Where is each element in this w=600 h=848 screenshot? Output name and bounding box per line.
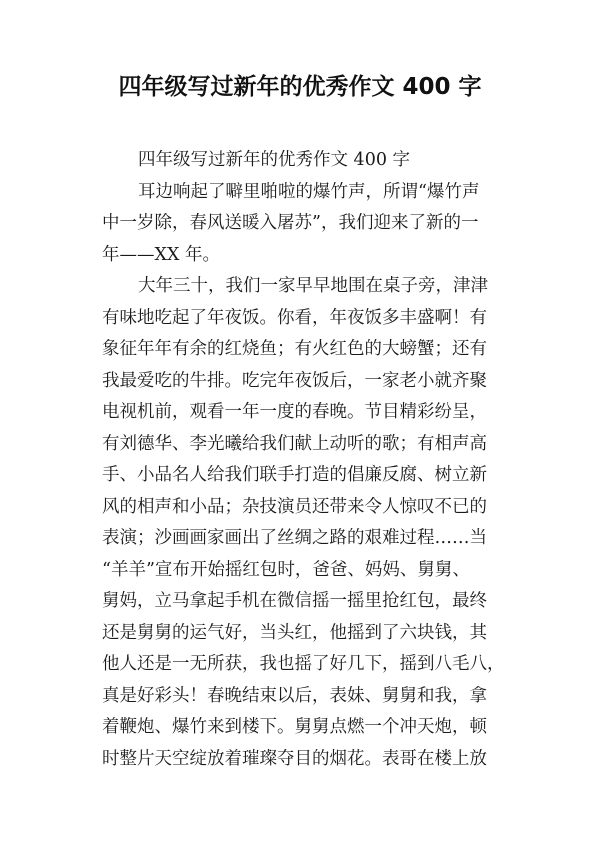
body-line: “羊羊”宣布开始摇红包时，爸爸、妈妈、舅舅、	[102, 559, 470, 580]
body-line: 电视机前，观看一年一度的春晚。节目精彩纷呈，	[102, 402, 487, 422]
body-line: 有刘德华、李光曦给我们献上动听的歌；有相声高	[102, 433, 487, 454]
body-line: 真是好彩头！春晚结束以后，表妹、舅舅和我，拿	[102, 685, 487, 706]
body-line: 时整片天空绽放着璀璨夺目的烟花。表哥在楼上放	[102, 748, 487, 769]
document-body	[102, 145, 505, 775]
body-line: 他人还是一无所获，我也摇了好几下，摇到八毛八，	[102, 654, 505, 674]
document-title: 四年级写过新年的优秀作文 400 字	[118, 74, 482, 100]
body-line: 风的相声和小品；杂技演员还带来令人惊叹不已的	[102, 496, 487, 517]
body-line: 大年三十，我们一家早早地围在桌子旁，津津	[138, 276, 488, 296]
body-line: 还是舅舅的运气好，当头红，他摇到了六块钱，其	[102, 622, 487, 643]
body-line: 象征年年有余的红烧鱼；有火红色的大螃蟹；还有	[102, 339, 487, 359]
body-line: 我最爱吃的牛排。吃完年夜饭后，一家老小就齐聚	[102, 370, 487, 391]
body-line: 手、小品名人给我们联手打造的倡廉反腐、树立新	[102, 465, 487, 485]
body-line: 舅妈，立马拿起手机在微信摇一摇里抢红包，最终	[102, 591, 487, 611]
body-line: 有味地吃起了年夜饭。你看，年夜饭多丰盛啊！有	[102, 307, 487, 328]
body-line: 耳边响起了噼里啪啦的爆竹声，所谓“爆竹声	[138, 181, 480, 202]
body-line-subtitle: 四年级写过新年的优秀作文 400 字	[138, 150, 411, 170]
body-line: 中一岁除，春风送暖入屠苏”，我们迎来了新的一	[102, 213, 479, 233]
body-line: 年——XX 年。	[102, 244, 220, 265]
body-line: 表演；沙画画家画出了丝绸之路的艰难过程……当	[102, 528, 487, 548]
body-line: 着鞭炮、爆竹来到楼下。舅舅点燃一个冲天炮，顿	[102, 717, 487, 737]
